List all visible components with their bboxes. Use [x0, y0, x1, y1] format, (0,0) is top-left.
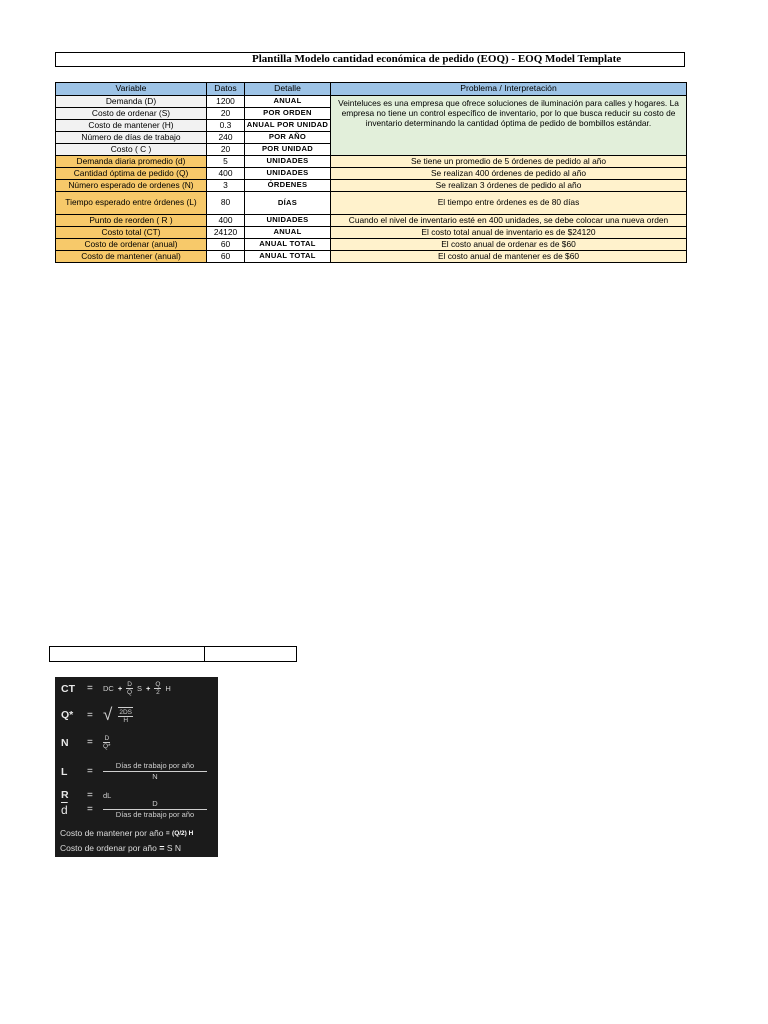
eoq-table	[55, 82, 687, 263]
header-detalle: Detalle	[245, 83, 331, 96]
table-row	[56, 180, 687, 192]
fraction	[103, 735, 111, 750]
formula-symbol: CT	[61, 682, 75, 695]
detail-cell[interactable]: UNIDADES	[245, 168, 331, 180]
interpretation-cell[interactable]: Se realizan 400 órdenes de pedido al año	[331, 168, 687, 180]
variable-cell[interactable]: Costo ( C )	[56, 144, 207, 156]
equals-sign: =	[87, 737, 93, 748]
detail-cell[interactable]: DÍAS	[245, 192, 331, 215]
denominator: Días de trabajo por año	[115, 810, 195, 819]
header-datos: Datos	[207, 83, 245, 96]
denominator: Q*	[103, 743, 111, 750]
detail-cell[interactable]: POR AÑO	[245, 132, 331, 144]
formula-ordering-cost	[60, 843, 181, 853]
numerator: D	[127, 681, 132, 688]
data-cell[interactable]: 60	[207, 239, 245, 251]
formula-expression	[103, 761, 207, 782]
formula-expression: S N	[166, 843, 182, 853]
data-cell[interactable]: 1200	[207, 96, 245, 108]
data-cell[interactable]: 60	[207, 251, 245, 263]
variable-cell[interactable]: Cantidad óptima de pedido (Q)	[56, 168, 207, 180]
numerator: D	[104, 735, 110, 742]
data-cell[interactable]: 400	[207, 215, 245, 227]
data-cell[interactable]: 240	[207, 132, 245, 144]
formula-ct	[61, 681, 171, 696]
equals-sign: =	[87, 709, 93, 721]
header-variable: Variable	[56, 83, 207, 96]
empty-cell-pair	[49, 646, 297, 662]
plus-sign: +	[145, 684, 151, 693]
table-row	[56, 227, 687, 239]
formula-image	[55, 677, 218, 857]
formula-symbol: $\overline{d}$	[61, 802, 68, 817]
interpretation-cell[interactable]: Cuando el nivel de inventario esté en 400 unidades, se debe colocar una nueva orden	[331, 215, 687, 227]
formula-label: Costo de mantener por año	[60, 828, 164, 838]
variable-cell[interactable]: Demanda diaria promedio (d)	[56, 156, 207, 168]
equals-sign: =	[87, 789, 93, 801]
detail-cell[interactable]: ÓRDENES	[245, 180, 331, 192]
table-row	[56, 96, 687, 108]
formula-symbol: L	[61, 765, 68, 778]
header-problema: Problema / Interpretación	[331, 83, 687, 96]
formula-n	[61, 735, 111, 750]
variable-cell[interactable]: Costo de ordenar (anual)	[56, 239, 207, 251]
plus-sign: +	[117, 684, 123, 693]
numerator: Q	[155, 681, 161, 688]
data-cell[interactable]: 0.3	[207, 120, 245, 132]
formula-l	[61, 761, 207, 782]
empty-cell[interactable]	[50, 647, 205, 661]
formula-label: Costo de ordenar por año	[60, 843, 157, 853]
variable-cell[interactable]: Costo total (CT)	[56, 227, 207, 239]
denominator: H	[123, 716, 129, 724]
data-cell[interactable]: 24120	[207, 227, 245, 239]
interpretation-cell[interactable]: El costo anual de ordenar es de $60	[331, 239, 687, 251]
data-cell[interactable]: 5	[207, 156, 245, 168]
table-header-row	[56, 83, 687, 96]
data-cell[interactable]: 3	[207, 180, 245, 192]
data-cell[interactable]: 20	[207, 108, 245, 120]
numerator: 2DS	[119, 708, 132, 716]
table-row	[56, 156, 687, 168]
detail-cell[interactable]: UNIDADES	[245, 156, 331, 168]
formula-term: DC	[103, 684, 114, 693]
detail-cell[interactable]: ANUAL	[245, 96, 331, 108]
variable-cell[interactable]: Demanda (D)	[56, 96, 207, 108]
page-title: Plantilla Modelo cantidad económica de pedido (EOQ) - EOQ Model Template	[55, 52, 685, 67]
detail-cell[interactable]: POR ORDEN	[245, 108, 331, 120]
interpretation-cell[interactable]: Se tiene un promedio de 5 órdenes de pedido al año	[331, 156, 687, 168]
formula-expression	[103, 799, 207, 820]
table-row	[56, 215, 687, 227]
formula-expression	[103, 735, 111, 750]
denominator: Q	[127, 689, 133, 696]
formula-symbol: N	[61, 736, 69, 749]
formula-holding-cost	[60, 828, 193, 838]
fraction	[103, 799, 207, 820]
variable-cell[interactable]: Costo de mantener (H)	[56, 120, 207, 132]
formula-d	[61, 799, 207, 820]
variable-cell[interactable]: Punto de reorden ( R )	[56, 215, 207, 227]
equals-sign: =	[87, 804, 93, 815]
formula-expression	[103, 705, 133, 725]
equals-sign: =	[87, 683, 93, 694]
formula-expression	[103, 681, 171, 696]
fraction	[103, 761, 207, 782]
table-row	[56, 251, 687, 263]
problem-description[interactable]: Veinteluces es una empresa que ofrece soluciones de iluminación para calles y hogares. La empresa no tiene un control específico de inventario, por lo que busca reducir su costo de inventario determinando la cantidad óptima de pedido de bombillos estándar.	[331, 96, 687, 156]
detail-cell[interactable]: ANUAL	[245, 227, 331, 239]
variable-cell[interactable]: Costo de ordenar (S)	[56, 108, 207, 120]
formula-expression: dL	[103, 790, 112, 800]
data-cell[interactable]: 20	[207, 144, 245, 156]
formula-term: S	[136, 684, 142, 693]
equals-sign: =	[165, 829, 170, 837]
numerator: D	[103, 799, 207, 810]
fraction	[118, 707, 133, 724]
data-cell[interactable]: 400	[207, 168, 245, 180]
formula-expression: (Q/2) H	[172, 829, 194, 837]
interpretation-cell[interactable]: El costo total anual de inventario es de $24120	[331, 227, 687, 239]
formula-q	[61, 705, 133, 725]
formula-symbol: R	[61, 789, 69, 801]
detail-cell[interactable]: ANUAL POR UNIDAD	[245, 120, 331, 132]
denominator: 2	[156, 689, 160, 696]
table-row	[56, 168, 687, 180]
detail-cell[interactable]: POR UNIDAD	[245, 144, 331, 156]
formula-term: H	[165, 684, 171, 693]
table-row	[56, 239, 687, 251]
interpretation-cell[interactable]: El costo anual de mantener es de $60	[331, 251, 687, 263]
interpretation-cell[interactable]: El tiempo entre órdenes es de 80 días	[331, 192, 687, 215]
detail-cell[interactable]: ANUAL TOTAL	[245, 239, 331, 251]
variable-cell[interactable]: Costo de mantener (anual)	[56, 251, 207, 263]
interpretation-cell[interactable]: Se realizan 3 órdenes de pedido al año	[331, 180, 687, 192]
detail-cell[interactable]: UNIDADES	[245, 215, 331, 227]
fraction	[154, 681, 161, 696]
denominator: N	[152, 772, 158, 781]
data-cell[interactable]: 80	[207, 192, 245, 215]
formula-symbol: Q*	[61, 709, 74, 721]
table-row	[56, 192, 687, 215]
variable-cell[interactable]: Número esperado de ordenes (N)	[56, 180, 207, 192]
equals-sign: =	[87, 766, 93, 777]
variable-cell[interactable]: Tiempo esperado entre órdenes (L)	[56, 192, 207, 215]
numerator: Días de trabajo por año	[103, 761, 207, 772]
detail-cell[interactable]: ANUAL TOTAL	[245, 251, 331, 263]
square-root-sign: √	[103, 705, 113, 724]
variable-cell[interactable]: Número de días de trabajo	[56, 132, 207, 144]
equals-sign: =	[159, 843, 165, 853]
fraction	[126, 681, 133, 696]
